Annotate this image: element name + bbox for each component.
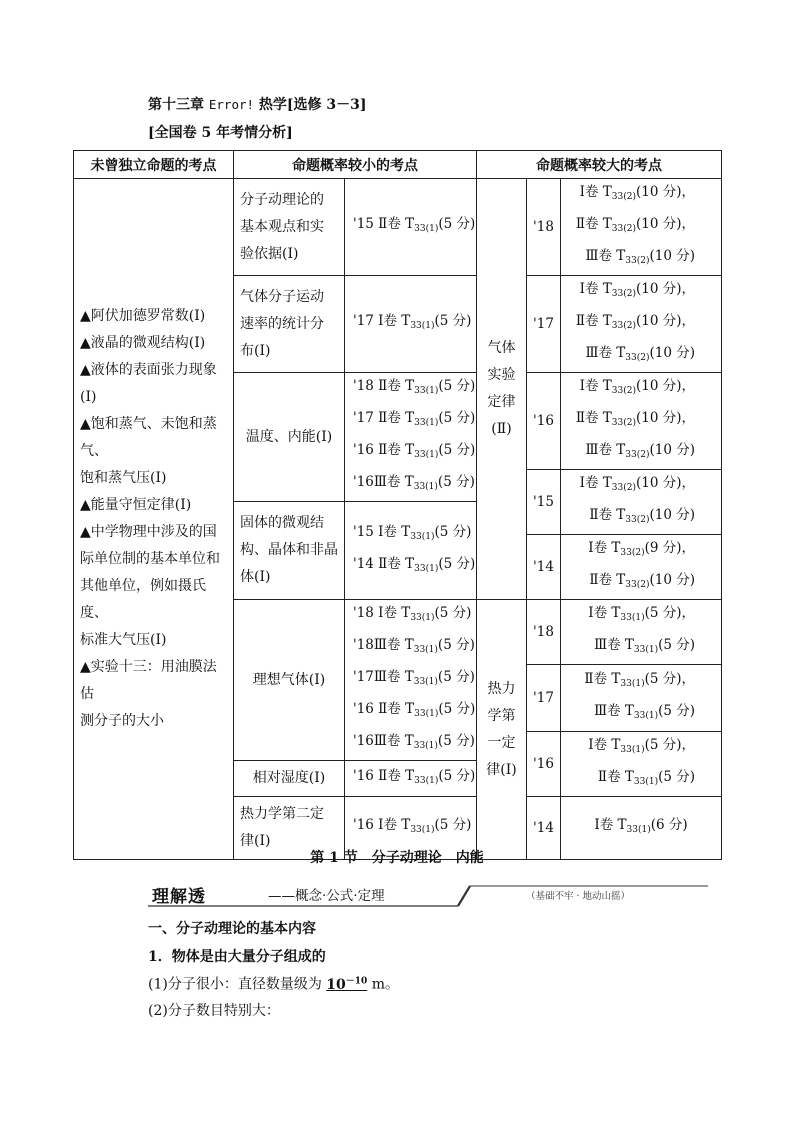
exam-ref: Ⅱ卷 $T_{33(1)}(5$ 分)， xyxy=(584,671,696,689)
topic-text: 分子动理论的 xyxy=(240,191,324,208)
exam-ref: Ⅰ卷 $T_{33(2)}(10$ 分)， xyxy=(579,378,696,396)
unexamined-topic-line: 饱和蒸气压(Ⅰ) xyxy=(80,470,167,486)
exam-year: '17 xyxy=(527,665,561,732)
low-prob-refs xyxy=(345,761,477,797)
topic-text: 温度、内能(Ⅰ) xyxy=(245,428,333,445)
unexamined-topic-line: ▲阿伏加德罗常数(Ⅰ) xyxy=(80,308,206,324)
exam-ref: '15 Ⅰ卷 $T_{33(1)}(5$ 分) xyxy=(353,523,472,542)
exam-ref: Ⅰ卷 $T_{33(2)}(10$ 分)， xyxy=(579,475,696,493)
exam-ref: Ⅱ卷 $T_{33(2)}(10$ 分)， xyxy=(575,216,696,234)
unexamined-topic-line: (Ⅰ) xyxy=(80,389,97,405)
high-prob-refs xyxy=(561,373,722,470)
exam-ref: '18 Ⅱ卷 $T_{33(1)}(5$ 分) xyxy=(353,378,476,396)
unexamined-topic-line: 测分子的大小 xyxy=(80,713,164,729)
point-1-1: (1)分子很小：直径数量级为 $10^{-10}$ m。 xyxy=(148,976,400,993)
low-prob-refs xyxy=(345,373,477,502)
low-prob-topic xyxy=(234,502,345,600)
gas-law-topic: 气体 实验 定律 (Ⅱ) xyxy=(477,179,527,600)
exam-ref: Ⅲ卷 $T_{33(2)}(10$ 分) xyxy=(585,442,696,460)
exam-ref: Ⅲ卷 $T_{33(2)}(10$ 分) xyxy=(585,248,696,266)
exam-ref: '16 Ⅱ卷 $T_{33(1)}(5$ 分) xyxy=(353,767,476,786)
exam-ref: Ⅰ卷 $T_{33(1)}(5$ 分)， xyxy=(588,737,696,755)
high-prob-refs xyxy=(561,276,722,373)
topic-text: 固体的微观结 xyxy=(240,515,324,531)
exam-ref: Ⅱ卷 $T_{33(2)}(10$ 分) xyxy=(589,507,696,525)
header-high-prob: 命题概率较大的考点 xyxy=(477,151,722,179)
unexamined-topic-line: ▲实验十三：用油膜法估 xyxy=(80,659,217,702)
exam-ref: Ⅱ卷 $T_{33(2)}(10$ 分)， xyxy=(575,410,696,428)
unexamined-topic-line: ▲饱和蒸气、未饱和蒸气、 xyxy=(80,416,217,459)
exam-ref: '16 Ⅰ卷 $T_{33(1)}(5$ 分) xyxy=(353,817,472,835)
low-prob-refs xyxy=(345,276,477,373)
exam-year: '17 xyxy=(527,276,561,373)
topic-text: 理想气体(Ⅰ) xyxy=(252,671,326,688)
exam-ref: Ⅰ卷 $T_{33(1)}(6$ 分) xyxy=(594,817,688,835)
analysis-title: [全国卷 5 年考情分析] xyxy=(148,125,293,141)
topic-text: 速率的统计分 xyxy=(240,315,324,332)
exam-analysis-table xyxy=(73,150,722,860)
topic-text: 体(Ⅰ) xyxy=(240,569,271,585)
error-text: Error! xyxy=(208,97,255,112)
exam-ref: Ⅲ卷 $T_{33(1)}(5$ 分) xyxy=(594,703,696,721)
exam-ref: '18Ⅲ卷 $T_{33(1)}(5$ 分) xyxy=(353,637,475,655)
header-low-prob: 命题概率较小的考点 xyxy=(234,151,477,179)
point-1: 1．物体是由大量分子组成的 xyxy=(148,949,326,965)
exam-ref: '17 Ⅱ卷 $T_{33(1)}(5$ 分) xyxy=(353,410,476,428)
header-unexamined: 未曾独立命题的考点 xyxy=(74,151,234,179)
topic-text: 布(Ⅰ) xyxy=(240,342,271,359)
exam-ref: '16Ⅲ卷 $T_{33(1)}(5$ 分) xyxy=(353,733,475,751)
exam-ref: '18 Ⅰ卷 $T_{33(1)}(5$ 分) xyxy=(353,605,472,623)
exam-year: '16 xyxy=(527,732,561,797)
exam-ref: Ⅲ卷 $T_{33(1)}(5$ 分) xyxy=(594,637,696,655)
exam-ref: Ⅰ卷 $T_{33(1)}(5$ 分)， xyxy=(588,605,696,623)
exam-ref: Ⅰ卷 $T_{33(2)}(10$ 分)， xyxy=(579,184,696,202)
exam-ref: Ⅱ卷 $T_{33(2)}(10$ 分) xyxy=(589,572,696,590)
exam-year: '15 xyxy=(527,470,561,535)
exam-ref: '17 Ⅰ卷 $T_{33(1)}(5$ 分) xyxy=(353,313,472,331)
exam-year: '14 xyxy=(527,797,561,860)
banner-motto: （基础不牢 · 地动山摇） xyxy=(526,891,631,902)
low-prob-topic xyxy=(234,761,345,797)
thermo-first-law-topic: 热力 学第 一定 律(Ⅰ) xyxy=(477,600,527,860)
banner-subtitle: ——概念·公式·定理 xyxy=(268,888,385,904)
unexamined-topic-line: 其他单位，例如摄氏度、 xyxy=(80,578,206,621)
low-prob-refs xyxy=(345,600,477,761)
exam-ref: '17Ⅲ卷 $T_{33(1)}(5$ 分) xyxy=(353,669,475,687)
unexamined-topics-cell xyxy=(74,179,234,860)
heading-basic-content: 一、分子动理论的基本内容 xyxy=(148,921,316,937)
exam-year: '16 xyxy=(527,373,561,470)
exam-year: '14 xyxy=(527,535,561,600)
low-prob-refs xyxy=(345,179,477,276)
high-prob-refs xyxy=(561,470,722,535)
point-1-2: (2)分子数目特别大： xyxy=(148,1003,280,1019)
topic-text: 气体分子运动 xyxy=(240,288,324,305)
topic-text: 构、晶体和非晶 xyxy=(240,542,338,558)
high-prob-refs xyxy=(561,732,722,797)
unexamined-topic-line: 标准大气压(Ⅰ) xyxy=(80,632,167,648)
low-prob-topic xyxy=(234,600,345,761)
exam-ref: Ⅱ卷 $T_{33(1)}(5$ 分) xyxy=(597,769,696,787)
low-prob-refs xyxy=(345,502,477,600)
high-prob-refs xyxy=(561,665,722,732)
exam-ref: Ⅲ卷 $T_{33(2)}(10$ 分) xyxy=(585,345,696,363)
unexamined-topic-line: ▲液体的表面张力现象 xyxy=(80,362,217,378)
section-banner xyxy=(148,880,708,910)
topic-text: 热力学第二定 xyxy=(240,806,324,822)
exam-ref: '16 Ⅱ卷 $T_{33(1)}(5$ 分) xyxy=(353,442,476,460)
exam-ref: '14 Ⅱ卷 $T_{33(1)}(5$ 分) xyxy=(353,555,476,574)
unexamined-topic-line: ▲液晶的微观结构(Ⅰ) xyxy=(80,335,206,351)
high-prob-refs xyxy=(561,535,722,600)
low-prob-topic xyxy=(234,179,345,276)
table-header-row xyxy=(74,151,722,179)
exam-ref: Ⅰ卷 $T_{33(2)}(9$ 分)， xyxy=(588,540,696,558)
topic-text: 律(Ⅰ) xyxy=(240,833,271,849)
exam-ref: '15 Ⅱ卷 $T_{33(1)}(5$ 分) xyxy=(353,216,476,234)
exam-ref: Ⅱ卷 $T_{33(2)}(10$ 分)， xyxy=(575,313,696,331)
exam-ref: Ⅰ卷 $T_{33(2)}(10$ 分)， xyxy=(579,281,696,299)
banner-title: 理解透 xyxy=(152,887,206,907)
chapter-title: 第十三章 Error! 热学[选修 3－3] xyxy=(148,97,367,113)
exam-year: '18 xyxy=(527,600,561,665)
exam-ref: '16Ⅲ卷 $T_{33(1)}(5$ 分) xyxy=(353,474,475,492)
low-prob-topic xyxy=(234,276,345,373)
high-prob-refs xyxy=(561,179,722,276)
topic-text: 验依据(Ⅰ) xyxy=(240,245,299,262)
unexamined-topic-line: ▲中学物理中涉及的国 xyxy=(80,524,217,540)
topic-text: 相对湿度(Ⅰ) xyxy=(252,770,326,786)
exam-ref: '16 Ⅱ卷 $T_{33(1)}(5$ 分) xyxy=(353,701,476,719)
section-title: 第 1 节 分子动理论 内能 xyxy=(310,850,484,866)
low-prob-topic xyxy=(234,373,345,502)
unexamined-topic-line: 际单位制的基本单位和 xyxy=(80,551,220,567)
unexamined-topic-line: ▲能量守恒定律(Ⅰ) xyxy=(80,497,192,513)
high-prob-refs xyxy=(561,600,722,665)
topic-text: 基本观点和实 xyxy=(240,218,324,235)
exam-year: '18 xyxy=(527,179,561,276)
table-row xyxy=(74,179,722,211)
